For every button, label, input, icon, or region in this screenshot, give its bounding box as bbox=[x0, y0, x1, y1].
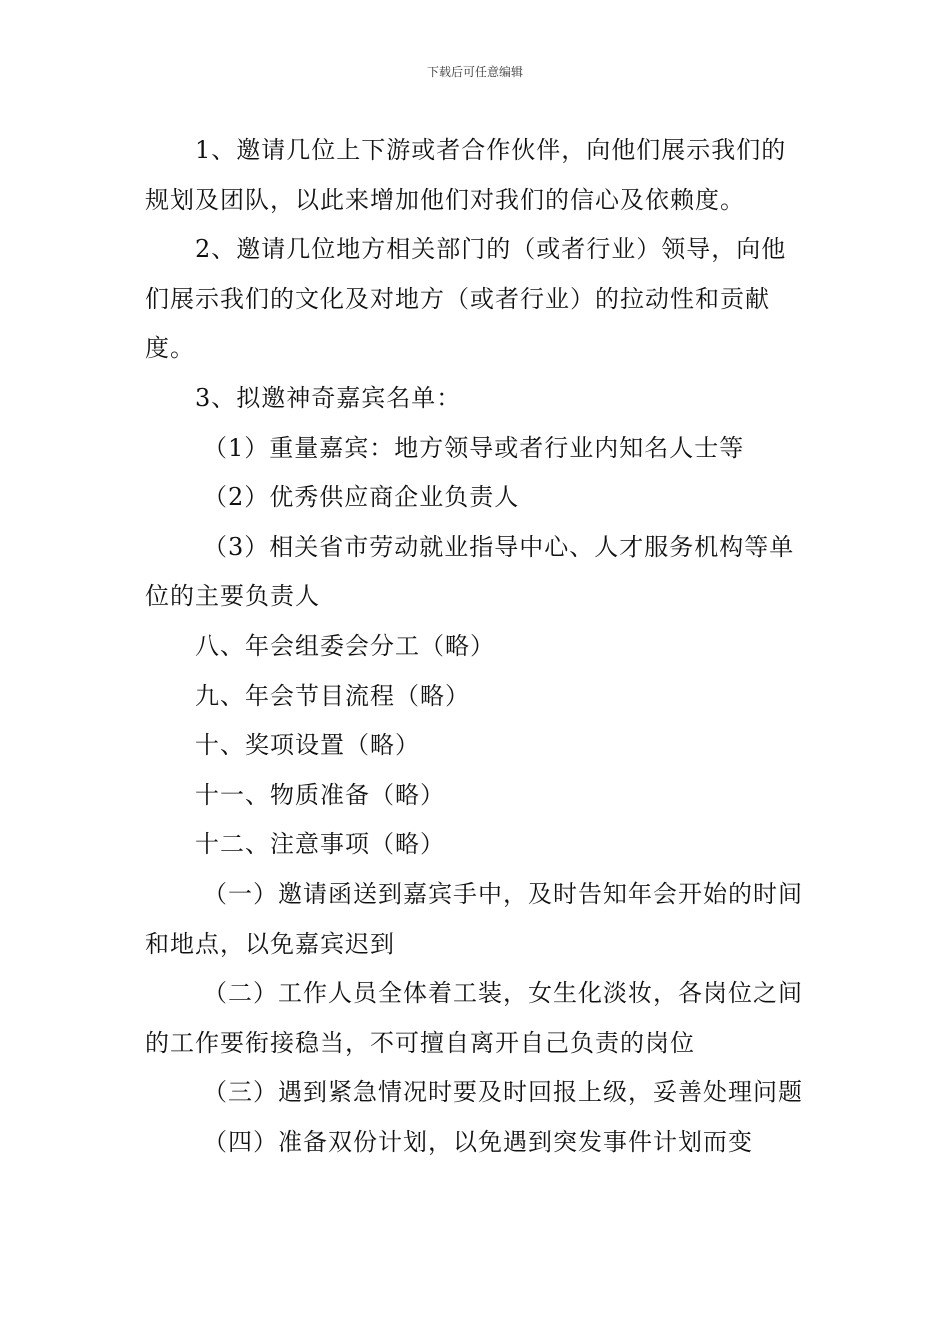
list-item-guest-2: （2）优秀供应商企业负责人 bbox=[203, 483, 520, 512]
section-heading-9: 九、年会节目流程（略） bbox=[195, 681, 470, 710]
list-item-guest-3: （3）相关省市劳动就业指导中心、人才服务机构等单位的主要负责人 bbox=[145, 532, 795, 611]
list-item-note-3: （三）遇到紧急情况时要及时回报上级，妥善处理问题 bbox=[203, 1078, 803, 1107]
document-body bbox=[145, 126, 810, 1167]
list-item-guest-1: （1）重量嘉宾：地方领导或者行业内知名人士等 bbox=[203, 433, 745, 462]
paragraph-invite-partners: 1、邀请几位上下游或者合作伙伴，向他们展示我们的规划及团队，以此来增加他们对我们的信心及依赖度。 bbox=[145, 136, 787, 214]
paragraph-guest-list-heading: 3、拟邀神奇嘉宾名单： bbox=[195, 383, 462, 412]
list-item-note-1: （一）邀请函送到嘉宾手中，及时告知年会开始的时间和地点，以免嘉宾迟到 bbox=[145, 879, 803, 958]
section-heading-11: 十一、物质准备（略） bbox=[195, 780, 445, 809]
section-heading-8: 八、年会组委会分工（略） bbox=[195, 631, 495, 660]
list-item-note-2: （二）工作人员全体着工装，女生化淡妆，各岗位之间的工作要衔接稳当，不可擅自离开自己负责的岗位 bbox=[145, 979, 803, 1057]
page-header: 下载后可任意编辑 bbox=[426, 65, 523, 79]
section-heading-12: 十二、注意事项（略） bbox=[195, 830, 445, 859]
section-heading-10: 十、奖项设置（略） bbox=[195, 731, 420, 760]
list-item-note-4: （四）准备双份计划，以免遇到突发事件计划而变 bbox=[203, 1127, 753, 1156]
paragraph-invite-officials: 2、邀请几位地方相关部门的（或者行业）领导，向他们展示我们的文化及对地方（或者行业）的拉动性和贡献度。 bbox=[145, 235, 787, 363]
